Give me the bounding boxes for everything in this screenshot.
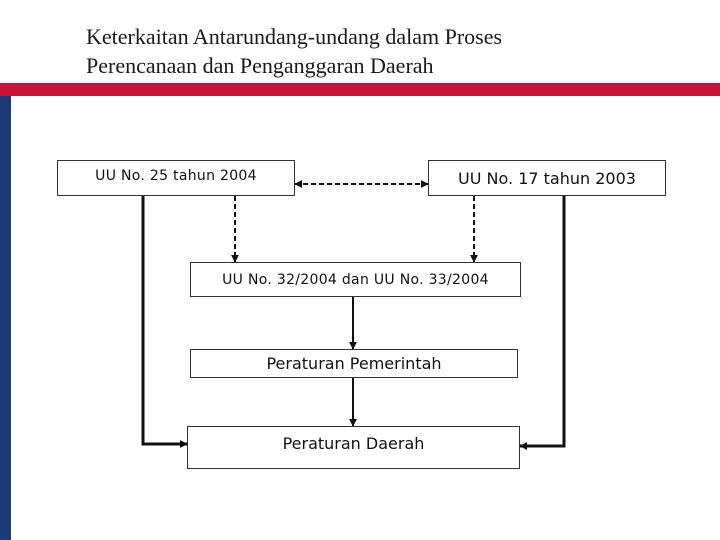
pp-box bbox=[190, 349, 518, 378]
title-line-2: Perencanaan dan Penganggaran Daerah bbox=[86, 53, 434, 78]
uu25-box bbox=[57, 160, 295, 196]
uu25-label: UU No. 25 tahun 2004 bbox=[95, 168, 257, 184]
uu32-33-box bbox=[190, 262, 521, 297]
title-line-1: Keterkaitan Antarundang-undang dalam Proses bbox=[86, 24, 503, 49]
pp-label: Peraturan Pemerintah bbox=[266, 354, 442, 373]
uu17-to-perda-arrow bbox=[520, 196, 564, 446]
uu25-to-perda-arrow bbox=[143, 196, 187, 444]
uu32-33-label: UU No. 32/2004 dan UU No. 33/2004 bbox=[222, 271, 489, 288]
uu17-box bbox=[428, 160, 666, 196]
perda-label: Peraturan Daerah bbox=[282, 434, 425, 453]
perda-box bbox=[187, 426, 520, 469]
uu17-label: UU No. 17 tahun 2003 bbox=[458, 168, 636, 188]
